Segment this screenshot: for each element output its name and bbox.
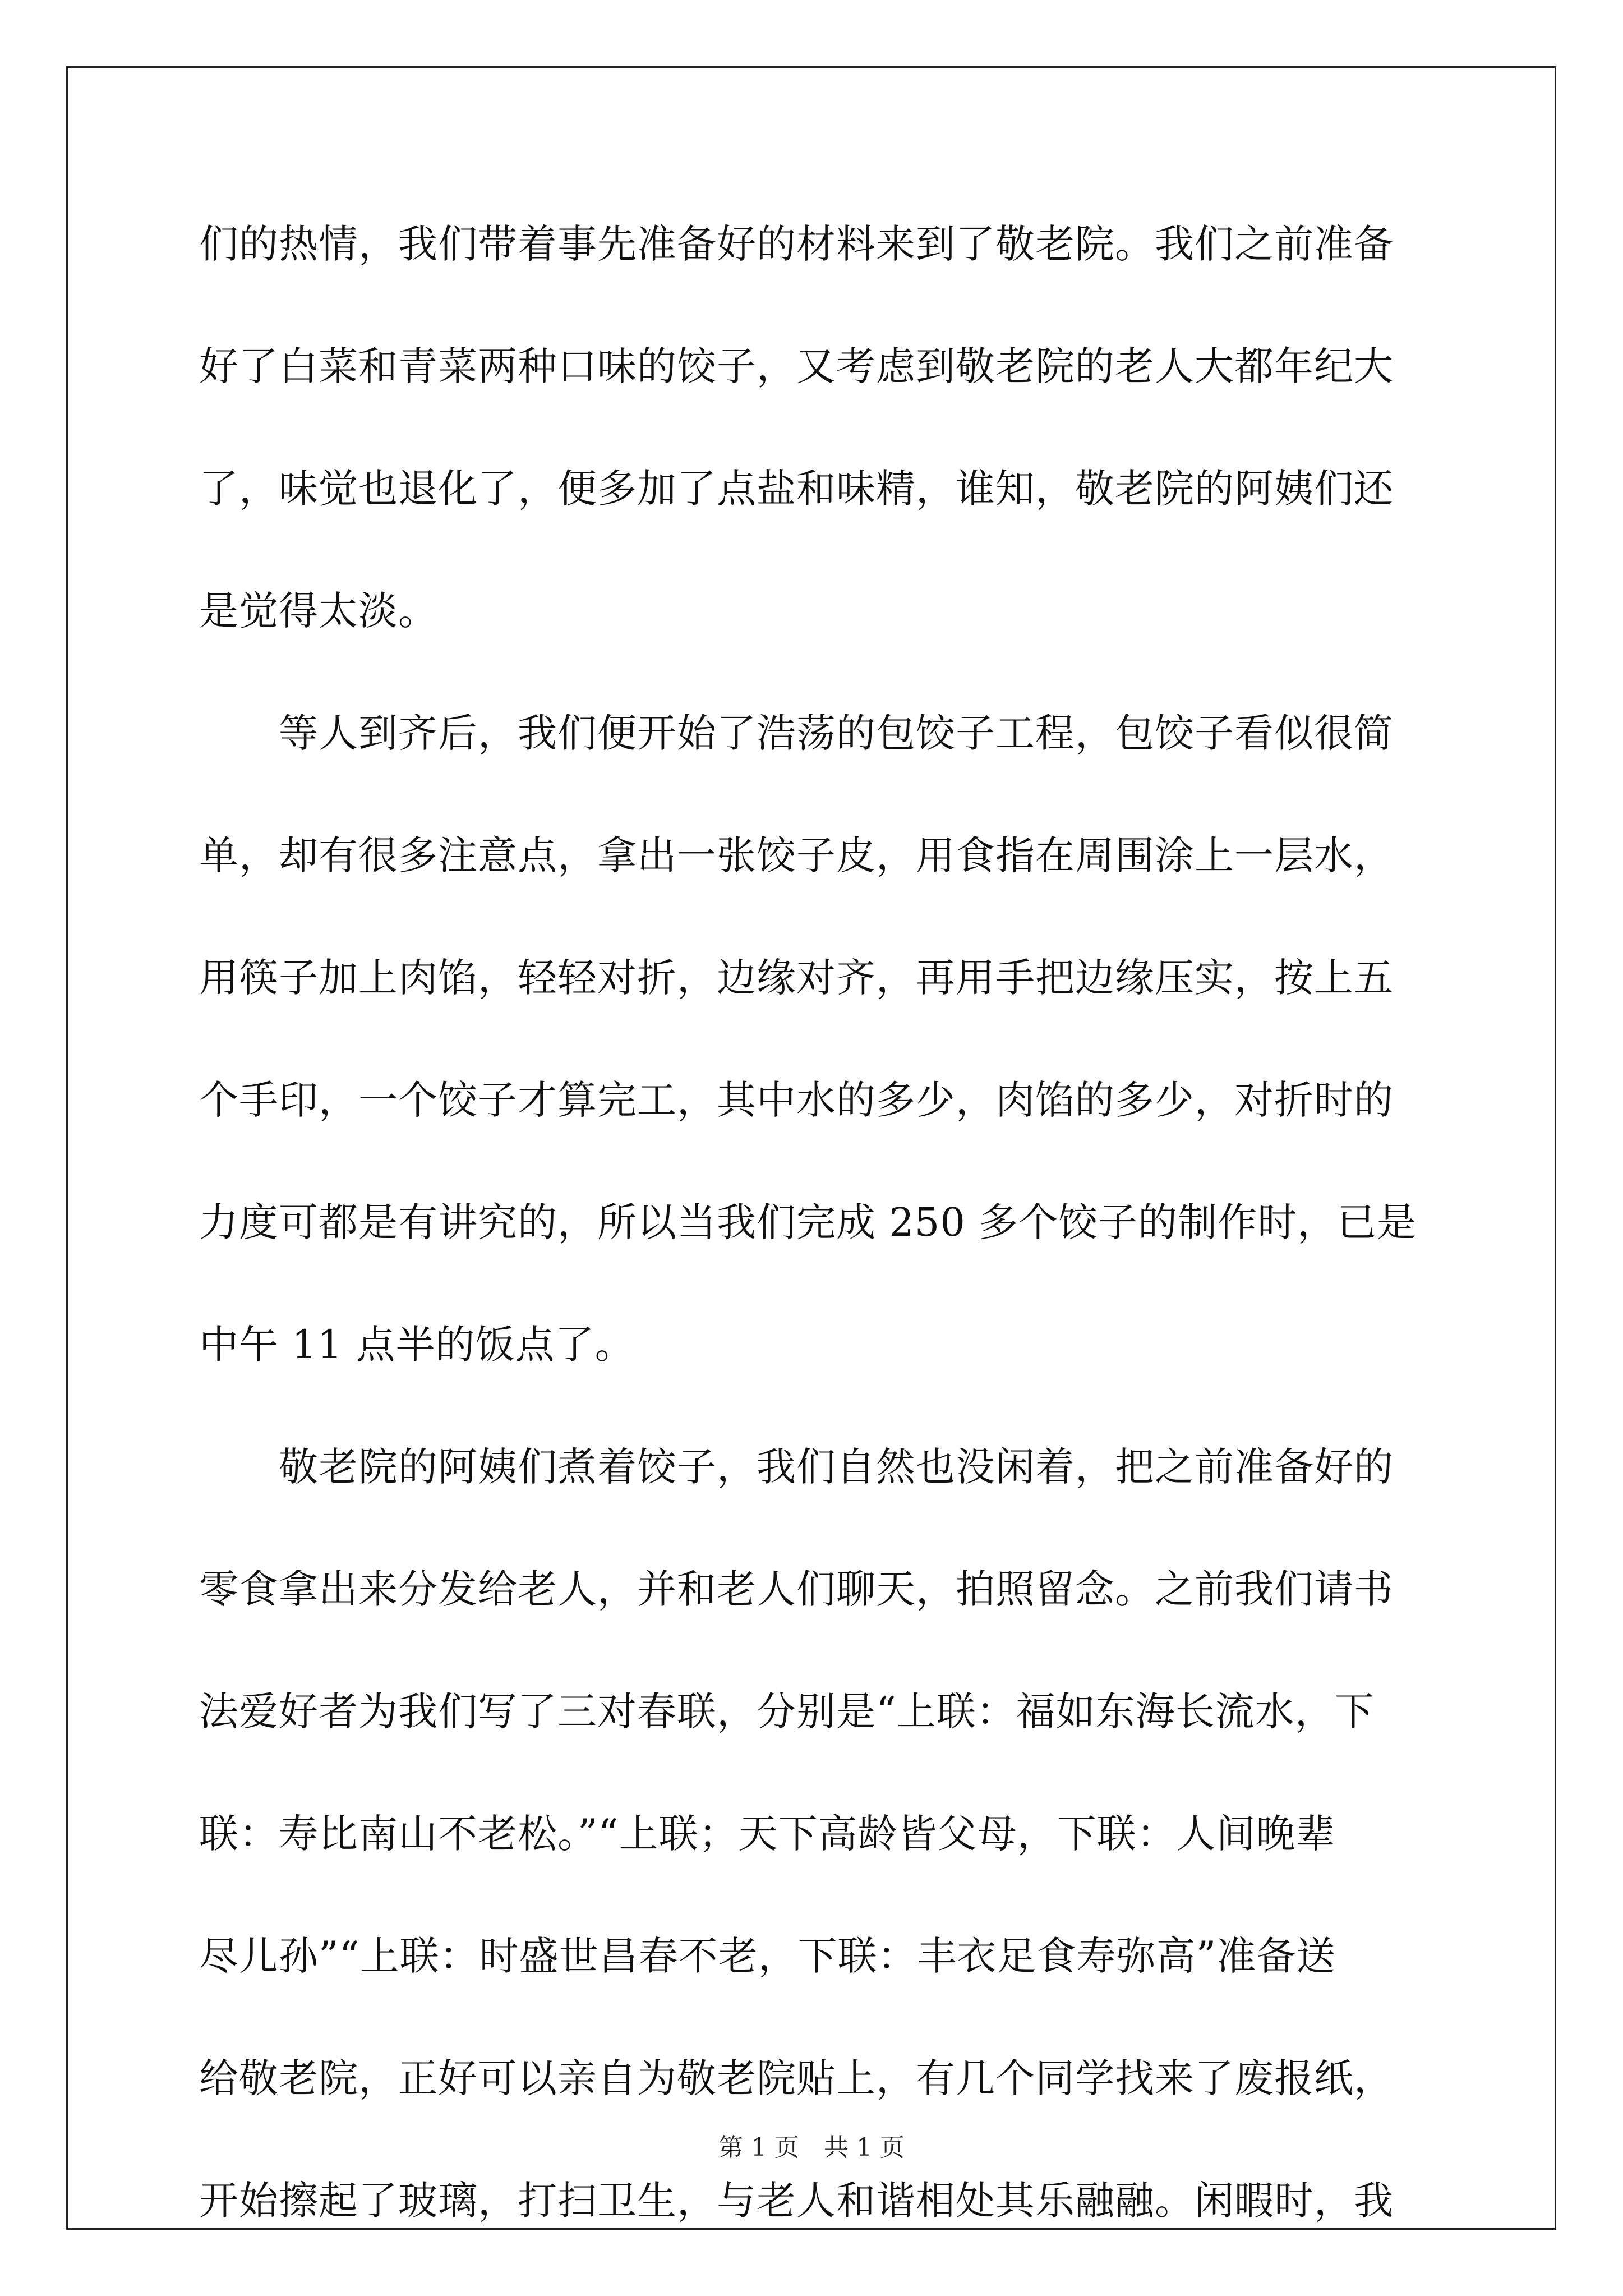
- text-line: 中午 11 点半的饭点了。: [199, 1322, 635, 1368]
- text-line: 零食拿出来分发给老人，并和老人们聊天，拍照留念。之前我们请书: [199, 1566, 1394, 1612]
- text-line: 法爱好者为我们写了三对春联，分别是“上联：福如东海长流水，下: [199, 1688, 1375, 1734]
- text-line: 开始擦起了玻璃，打扫卫生，与老人和谐相处其乐融融。闲暇时，我: [199, 2178, 1394, 2224]
- text-line: 们的热情，我们带着事先准备好的材料来到了敬老院。我们之前准备: [199, 221, 1394, 267]
- text-line: 好了白菜和青菜两种口味的饺子，又考虑到敬老院的老人大都年纪大: [199, 343, 1394, 389]
- text-line: 联：寿比南山不老松。”“上联；天下高龄皆父母，下联：人间晚辈: [199, 1811, 1336, 1857]
- text-line: 是觉得太淡。: [199, 588, 438, 634]
- text-line: 了，味觉也退化了，便多加了点盐和味精，谁知，敬老院的阿姨们还: [199, 466, 1394, 512]
- text-line: 给敬老院，正好可以亲自为敬老院贴上，有几个同学找来了废报纸，: [199, 2055, 1394, 2101]
- text-line: 力度可都是有讲究的，所以当我们完成 250 多个饺子的制作时，已是: [199, 1199, 1417, 1245]
- text-line: 尽儿孙”“上联：时盛世昌春不老，下联：丰衣足食寿弥高”准备送: [199, 1933, 1336, 1979]
- text-line: 个手印，一个饺子才算完工，其中水的多少，肉馅的多少，对折时的: [199, 1077, 1394, 1123]
- text-line: 用筷子加上肉馅，轻轻对折，边缘对齐，再用手把边缘压实，按上五: [199, 955, 1394, 1001]
- text-line: 等人到齐后，我们便开始了浩荡的包饺子工程，包饺子看似很简: [199, 710, 1394, 756]
- page-footer: [0, 2127, 1623, 2163]
- page-number: 第 1 页 共 1 页: [718, 2133, 905, 2162]
- document-body: [199, 216, 1427, 2295]
- text-line: 敬老院的阿姨们煮着饺子，我们自然也没闲着，把之前准备好的: [199, 1444, 1394, 1490]
- text-line: 单，却有很多注意点，拿出一张饺子皮，用食指在周围涂上一层水，: [199, 832, 1394, 878]
